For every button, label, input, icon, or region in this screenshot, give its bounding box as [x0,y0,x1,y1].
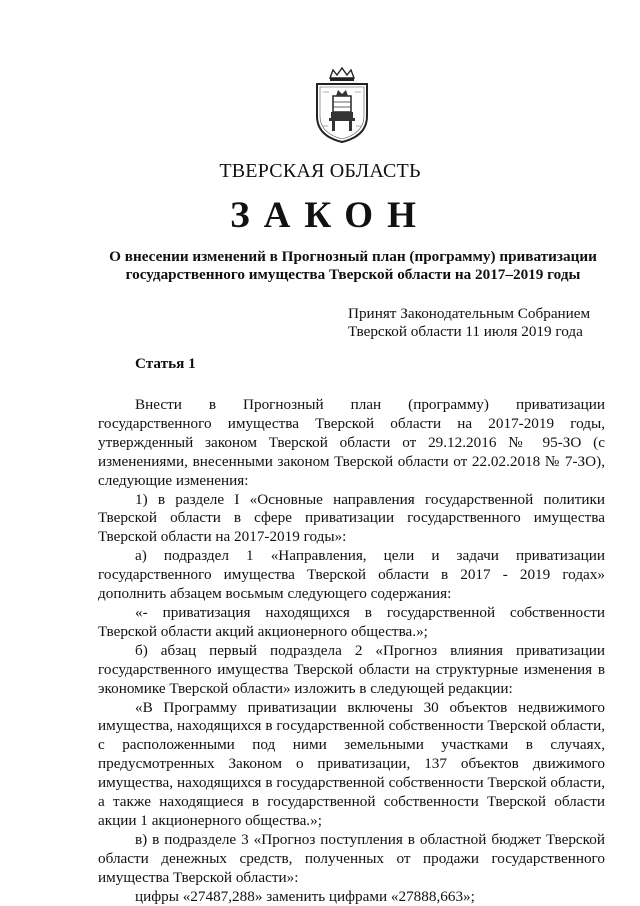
article-heading: Статья 1 [135,355,196,372]
adoption-note-line-2: Тверской области 11 июля 2019 года [348,323,583,340]
paragraph: 1) в разделе I «Основные направления государственной политики Тверской области в сфере приватизации государственного имущества Тверской области на 2017-2019 годы»: [98,490,605,546]
paragraph: Внести в Прогнозный план (программу) приватизации государственного имущества Тверской области на 2017-2019 годы, утвержденный законом Тверской области от 29.12.2016 № 95-ЗО (с изменениями, внесенными законом Тверской области от 22.02.2018 № 7-ЗО), следующие изменения: [98,396,605,489]
tver-coat-of-arms-icon [313,66,371,144]
paragraph: «В Программу приватизации включены 30 объектов недвижимого имущества, находящихся в государственной собственности Тверской области, с расположенными под ними земельными участками в случаях, предусмотренных Законом о приватизации, 137 объектов движимого имущества, находящихся в государственной собственности Тверской области, а также находящиеся в государственной собственности Тверской области акции 1 акционерного общества.»; [98,698,605,829]
paragraph: «- приватизация находящихся в государственной собственности Тверской области акций акционерного общества.»; [98,603,605,640]
adoption-note-line-1: Принят Законодательным Собранием [348,305,591,322]
paragraph: б) абзац первый подраздела 2 «Прогноз влияния приватизации государственного имущества Тверской области на структурные изменения в экономике Тверской области» изложить в следующей редакции: [98,641,605,697]
region-name: ТВЕРСКАЯ ОБЛАСТЬ [219,160,421,182]
paragraph: цифры «27487,288» заменить цифрами «27888,663»; [135,887,475,905]
document-type-title: ЗАКОН [230,195,430,236]
law-subject-heading: О внесении изменений в Прогнозный план (программу) приватизации государственного имущества Тверской области на 2017–2019 годы [109,248,597,283]
article-body [98,396,605,906]
paragraph: в) в подразделе 3 «Прогноз поступления в областной бюджет Тверской области денежных средств, полученных от продажи государственного имущества Тверской области»: [98,830,605,886]
paragraph: а) подраздел 1 «Направления, цели и задачи приватизации государственного имущества Тверской области в 2017 - 2019 годах» дополнить абзацем восьмым следующего содержания: [98,547,605,603]
adoption-note [348,305,590,341]
